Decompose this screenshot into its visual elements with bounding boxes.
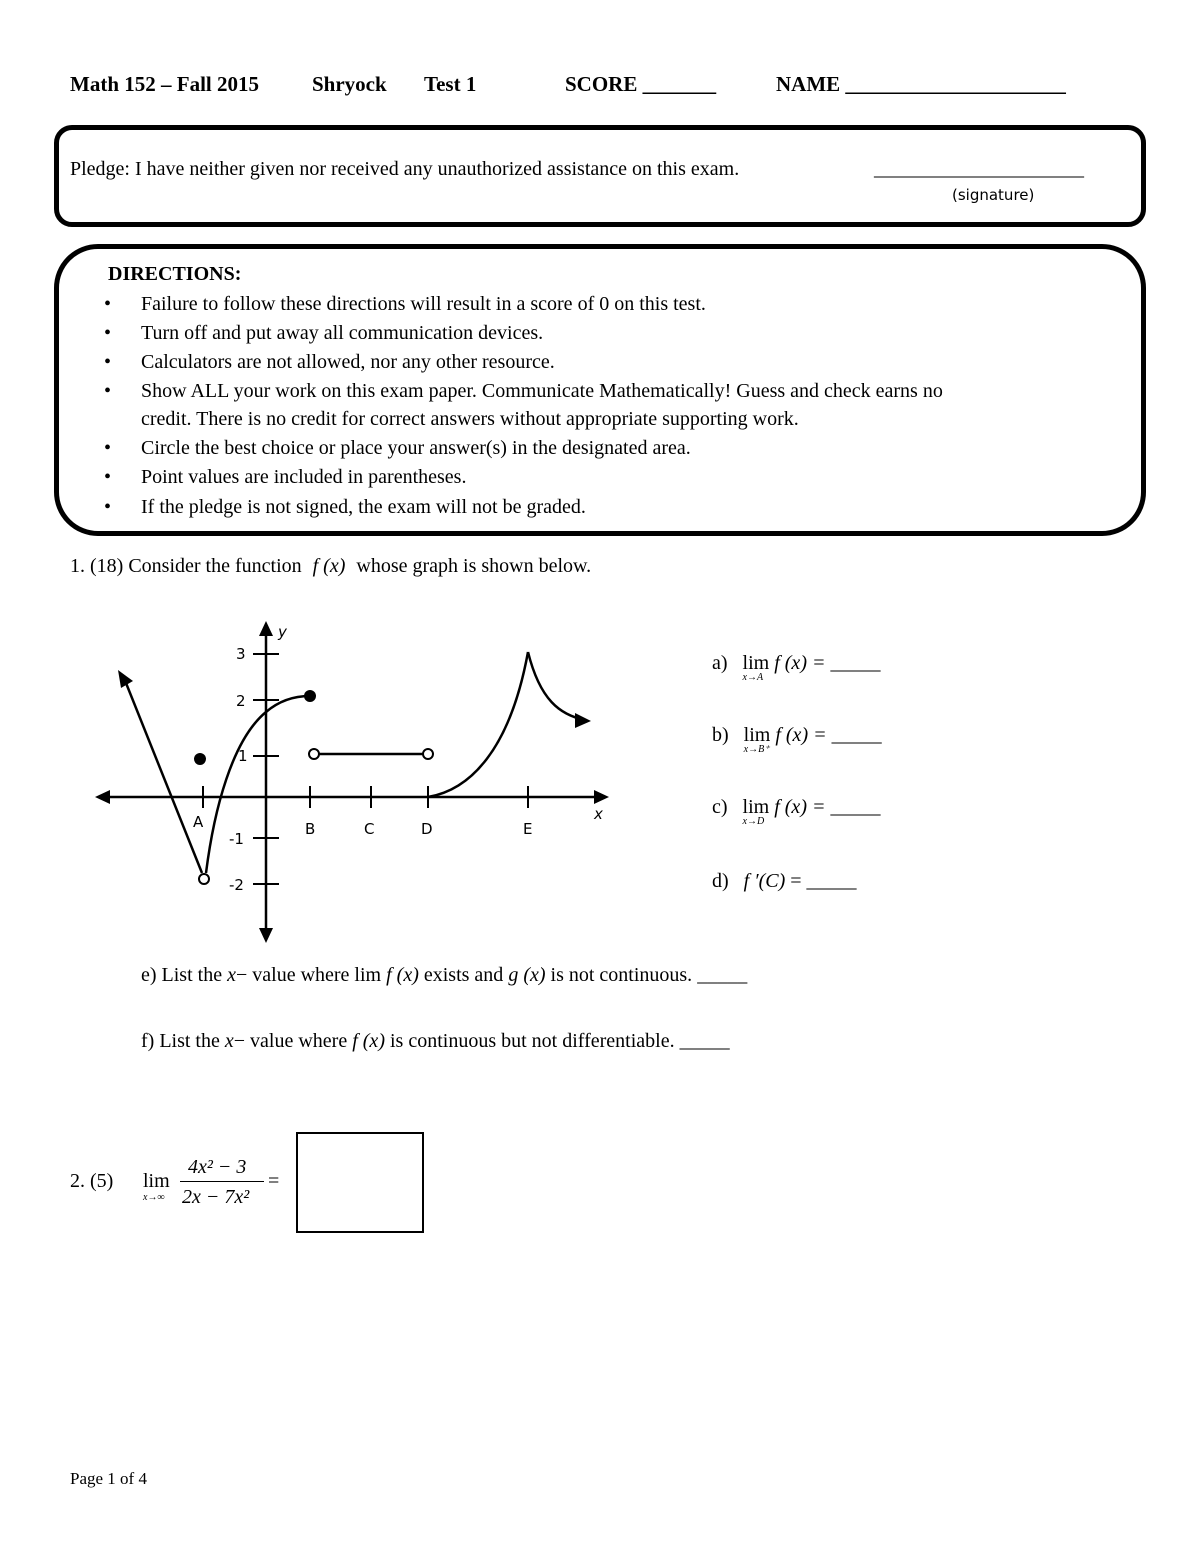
- x-axis-left-arrow: [95, 790, 110, 804]
- score-field[interactable]: SCORE _______: [565, 72, 717, 96]
- test-title: Test 1: [424, 72, 477, 96]
- part-e-text: is not continuous.: [550, 964, 693, 986]
- falling-curve-after-e: [528, 652, 585, 720]
- name-field[interactable]: NAME _____________________: [776, 72, 1066, 96]
- bullet: •: [104, 496, 112, 518]
- direction-item: Circle the best choice or place your answer(s) in the designated area.: [141, 437, 691, 459]
- part-a-label: a): [712, 652, 728, 674]
- bullet: •: [104, 466, 112, 488]
- bullet: •: [104, 322, 112, 344]
- part-c: [712, 796, 881, 827]
- directions-title: DIRECTIONS:: [108, 263, 242, 285]
- y-axis-label: y: [278, 623, 287, 641]
- left-ray-segment: [124, 678, 202, 873]
- answer-blank-f[interactable]: _____: [679, 1030, 730, 1052]
- instructor-name: Shryock: [312, 72, 387, 96]
- left-ray-arrow: [118, 670, 133, 688]
- open-point-b: [309, 749, 319, 759]
- bullet: •: [104, 351, 112, 373]
- bullet: •: [104, 437, 112, 459]
- function-expr: f (x) =: [774, 652, 826, 674]
- part-c-label: c): [712, 796, 728, 818]
- limit-subscript: x→A: [742, 672, 764, 683]
- course-title: Math 152 – Fall 2015: [70, 72, 259, 96]
- fraction-bar: [180, 1181, 264, 1182]
- limit-expr: [743, 724, 771, 755]
- equals-sign: =: [790, 870, 802, 892]
- direction-item: Point values are included in parentheses.: [141, 466, 467, 488]
- open-point-a: [199, 874, 209, 884]
- part-d: [712, 870, 857, 893]
- direction-item: Show ALL your work on this exam paper. Communicate Mathematically! Guess and check earns no: [141, 380, 943, 402]
- y-tick-label-neg1: -1: [229, 830, 244, 848]
- q1-function: f (x): [312, 555, 346, 577]
- q2-label: 2. (5): [70, 1170, 114, 1192]
- direction-item: Failure to follow these directions will result in a score of 0 on this test.: [141, 293, 706, 315]
- x-tick-label-b: B: [305, 820, 316, 838]
- closed-point-a: [194, 753, 206, 765]
- part-d-label: d): [712, 870, 729, 892]
- q1-prompt: [70, 555, 591, 578]
- part-e: [141, 964, 747, 987]
- signature-label: (signature): [952, 186, 1035, 204]
- direction-item: If the pledge is not signed, the exam will not be graded.: [141, 496, 586, 518]
- x-axis-label: x: [594, 805, 603, 823]
- part-a: [712, 652, 881, 683]
- function-expr: f (x): [352, 1030, 385, 1052]
- closed-point-b: [304, 690, 316, 702]
- q2-lim: lim: [143, 1170, 170, 1192]
- q2-answer-box[interactable]: [296, 1132, 424, 1233]
- x-tick-label-c: C: [364, 820, 375, 838]
- part-b: [712, 724, 882, 755]
- page-number: Page 1 of 4: [70, 1469, 147, 1488]
- rising-curve-a-to-b: [206, 696, 310, 873]
- pledge-text: Pledge: I have neither given nor received any unauthorized assistance on this exam.: [70, 158, 740, 180]
- variable-x: x: [224, 1030, 234, 1052]
- x-axis-right-arrow: [594, 790, 609, 804]
- x-tick-label-d: D: [421, 820, 433, 838]
- lim-text: lim: [742, 796, 770, 818]
- q2-lim-subscript: x→∞: [143, 1192, 165, 1203]
- answer-blank-d[interactable]: _____: [806, 870, 857, 892]
- y-tick-label-3: 3: [236, 645, 246, 663]
- part-f-text: is continuous but not differentiable.: [389, 1030, 675, 1052]
- answer-blank-a[interactable]: _____: [830, 652, 881, 674]
- y-tick-label-2: 2: [236, 692, 246, 710]
- answer-blank-b[interactable]: _____: [831, 724, 882, 746]
- q1-prompt-pre: 1. (18) Consider the function: [70, 555, 302, 577]
- signature-line[interactable]: _____________________: [874, 158, 1084, 180]
- limit-subscript: x→B⁺: [743, 744, 770, 755]
- lim-text: lim: [743, 724, 771, 746]
- rising-curve-d-to-e: [428, 652, 528, 797]
- answer-blank-e[interactable]: _____: [697, 964, 748, 986]
- lim-text: lim: [742, 652, 770, 674]
- part-b-label: b): [712, 724, 729, 746]
- y-tick-label-1: 1: [238, 747, 248, 765]
- part-e-text: − value where lim: [235, 964, 382, 986]
- y-tick-label-neg2: -2: [229, 876, 244, 894]
- function-graph: [90, 615, 620, 950]
- q2-denominator: 2x − 7x²: [182, 1186, 250, 1208]
- right-curve-arrow: [575, 713, 591, 728]
- derivative-expr: f ′(C): [743, 870, 786, 892]
- q1-prompt-post: whose graph is shown below.: [356, 555, 592, 577]
- function-expr-g: g (x): [508, 964, 546, 986]
- answer-blank-c[interactable]: _____: [830, 796, 881, 818]
- direction-item-continued: credit. There is no credit for correct answers without appropriate supporting work.: [141, 408, 799, 430]
- bullet: •: [104, 380, 112, 402]
- part-f-text: f) List the: [141, 1030, 220, 1052]
- direction-item: Calculators are not allowed, nor any other resource.: [141, 351, 555, 373]
- q2-numerator: 4x² − 3: [188, 1156, 247, 1178]
- part-f-text: − value where: [233, 1030, 348, 1052]
- open-point-d: [423, 749, 433, 759]
- y-axis-up-arrow: [259, 621, 273, 636]
- y-axis-down-arrow: [259, 928, 273, 943]
- part-f: [141, 1030, 730, 1053]
- part-e-text: e) List the: [141, 964, 223, 986]
- limit-expr: [742, 652, 770, 683]
- function-expr: f (x) =: [775, 724, 827, 746]
- x-tick-label-e: E: [523, 820, 533, 838]
- function-expr: f (x) =: [774, 796, 826, 818]
- q2-equals: =: [268, 1170, 280, 1192]
- limit-subscript: x→D: [742, 816, 765, 827]
- limit-expr: [742, 796, 770, 827]
- part-e-text: exists and: [423, 964, 504, 986]
- direction-item: Turn off and put away all communication devices.: [141, 322, 544, 344]
- x-tick-label-a: A: [193, 813, 204, 831]
- variable-x: x: [227, 964, 236, 986]
- function-expr: f (x): [386, 964, 419, 986]
- bullet: •: [104, 293, 112, 315]
